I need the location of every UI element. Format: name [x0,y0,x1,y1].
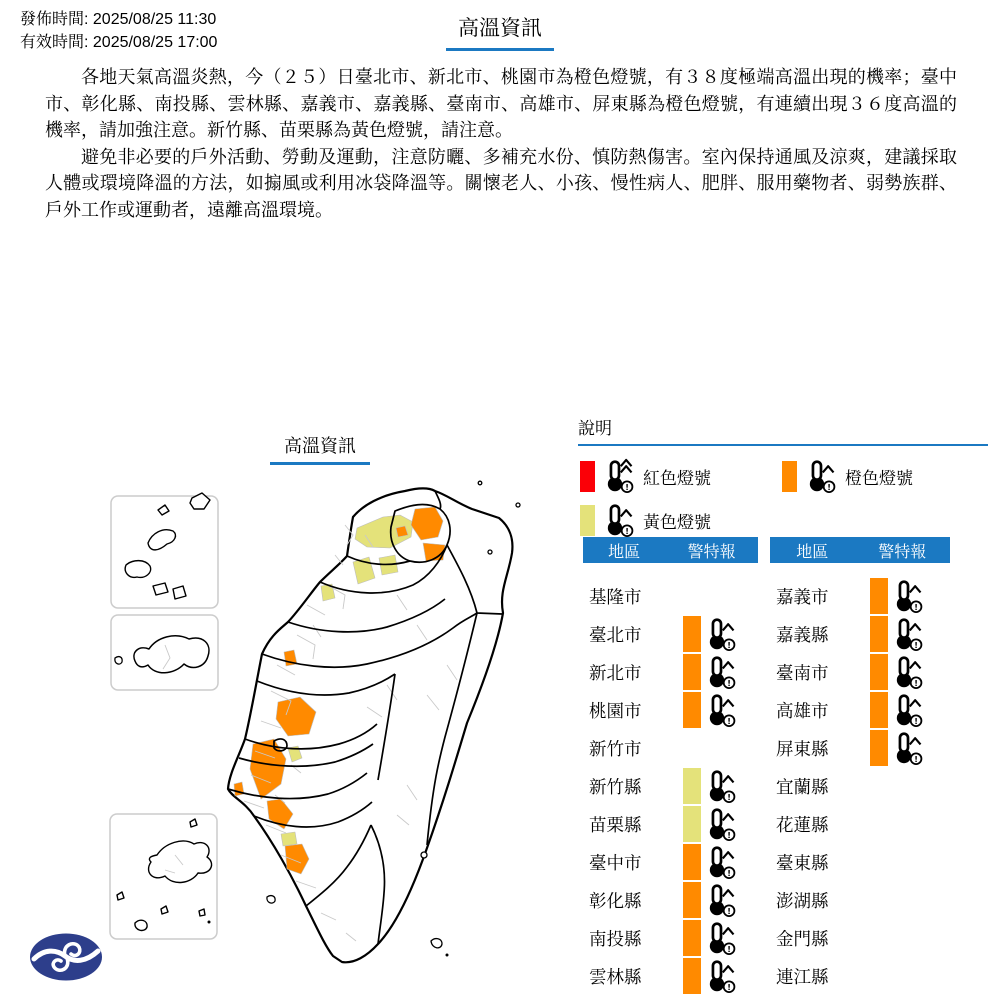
thermometer-alert-icon [704,957,738,995]
region-label: 新北市 [589,662,642,683]
warning-color-swatch [870,616,888,652]
warning-color-swatch [683,920,701,956]
region-label: 澎湖縣 [776,890,829,911]
thermometer-alert-icon [804,457,838,495]
region-label: 臺中市 [589,852,642,873]
legend-item [580,458,711,494]
region-label: 桃園市 [589,700,642,721]
inset-penghu [110,814,217,939]
region-label: 花蓮縣 [776,814,829,835]
table-row [770,843,950,881]
warning-badge [870,653,925,691]
warning-badge [870,577,925,615]
region-label: 苗栗縣 [589,814,642,835]
table-row [770,919,950,957]
table-row [583,767,758,805]
region-label: 高雄市 [776,700,829,721]
svg-text:!: ! [914,716,918,726]
table-row [770,957,950,995]
thermometer-alert-icon [602,501,636,539]
thermometer-alert-icon [704,919,738,957]
svg-text:!: ! [727,830,731,840]
svg-text:!: ! [727,716,731,726]
warning-color-swatch [683,768,701,804]
warning-badge [683,805,738,843]
svg-text:!: ! [727,868,731,878]
region-label: 臺南市 [776,662,829,683]
thermometer-alert-icon [891,691,925,729]
thermometer-alert-icon [704,767,738,805]
legend-title: 說明 [578,419,612,438]
svg-text:!: ! [727,906,731,916]
map-title: 高溫資訊 [240,432,400,465]
table-row [583,881,758,919]
table-row [583,729,758,767]
table-row [583,577,758,615]
taiwan-map [95,465,565,995]
table-row [583,843,758,881]
table-row [770,653,950,691]
thermometer-alert-icon [602,457,636,495]
region-label: 新竹市 [589,738,642,759]
svg-text:!: ! [625,482,629,492]
svg-text:!: ! [727,792,731,802]
warning-color-swatch [870,578,888,614]
svg-text:!: ! [827,482,831,492]
table-row [770,805,950,843]
table-row [770,615,950,653]
warning-color-swatch [683,692,701,728]
svg-text:!: ! [914,640,918,650]
warning-badge [870,615,925,653]
valid-time: 有效時間: 2025/08/25 17:00 [20,34,218,51]
advisory-paragraph-1: 各地天氣高溫炎熱，今（２５）日臺北市、新北市、桃園市為橙色燈號，有３８度極端高溫出現的機率；臺中市、彰化縣、南投縣、雲林縣、嘉義市、嘉義縣、臺南市、高雄市、屏東縣為橙色燈號，有連續出現３６度高溫的機率，請加強注意。新竹縣、苗栗縣為黃色燈號，請注意。 [45,67,957,140]
region-label: 彰化縣 [589,890,642,911]
svg-text:!: ! [727,944,731,954]
thermometer-alert-icon [891,577,925,615]
region-header: 地區 [608,543,641,561]
advisory-paragraph-2: 避免非必要的戶外活動、勞動及運動，注意防曬、多補充水份、慎防熱傷害。室內保持通風及涼爽，建議採取人體或環境降溫的方法，如搧風或利用冰袋降溫等。關懷老人、小孩、慢性病人、肥胖、服用藥物者、弱勢族群、戶外工作或運動者，遠離高溫環境。 [45,146,957,220]
warning-badge [870,729,925,767]
legend-item [782,458,913,494]
table-body-left [583,577,758,995]
table-row [583,957,758,995]
svg-text:!: ! [625,526,629,536]
issued-time: 發佈時間: 2025/08/25 11:30 [20,11,217,28]
thermometer-alert-icon [704,653,738,691]
cwa-logo-icon [28,932,104,982]
svg-text:!: ! [914,678,918,688]
legend-color-swatch [580,505,595,536]
legend-item-label: 橙色燈號 [845,468,913,488]
thermometer-alert-icon [891,729,925,767]
warning-badge [683,653,738,691]
table-row [770,767,950,805]
warning-color-swatch [870,692,888,728]
legend-item-label: 黃色燈號 [643,512,711,532]
thermometer-alert-icon [704,843,738,881]
advisory-text [45,64,957,223]
table-row [583,805,758,843]
table-row [770,881,950,919]
table-row [583,653,758,691]
warning-table-right [770,537,950,995]
warning-color-swatch [683,616,701,652]
table-body-right [770,577,950,995]
main-island [228,488,512,962]
warning-badge [683,615,738,653]
warning-table-left [583,537,758,995]
legend-color-swatch [580,461,595,492]
thermometer-alert-icon [704,691,738,729]
warning-color-swatch [683,882,701,918]
warning-badge [683,881,738,919]
region-label: 嘉義市 [776,586,829,607]
warning-badge [870,691,925,729]
inset-kinmen [111,615,218,690]
region-label: 新竹縣 [589,776,642,797]
warning-color-swatch [870,730,888,766]
warning-color-swatch [683,654,701,690]
warning-badge [683,843,738,881]
table-row [583,691,758,729]
region-header: 地區 [796,543,829,561]
region-label: 臺北市 [589,624,642,645]
warning-header: 警特報 [878,543,927,561]
svg-text:!: ! [914,602,918,612]
svg-text:!: ! [727,640,731,650]
svg-text:!: ! [727,982,731,992]
thermometer-alert-icon [704,615,738,653]
svg-text:!: ! [727,678,731,688]
table-row [583,615,758,653]
warning-header: 警特報 [687,543,736,561]
region-label: 雲林縣 [589,966,642,987]
warning-color-swatch [683,958,701,994]
table-row [583,919,758,957]
warning-color-swatch [870,654,888,690]
legend-color-swatch [782,461,797,492]
warning-badge [683,919,738,957]
thermometer-alert-icon [704,881,738,919]
warning-badge [683,767,738,805]
thermometer-alert-icon [891,653,925,691]
thermometer-alert-icon [891,615,925,653]
table-row [770,691,950,729]
warning-badge [683,957,738,995]
table-header [770,537,950,563]
table-header [583,537,758,563]
warning-badge [683,691,738,729]
warning-color-swatch [683,806,701,842]
region-label: 南投縣 [589,928,642,949]
legend-item-label: 紅色燈號 [643,468,711,488]
region-label: 基隆市 [589,586,642,607]
region-label: 連江縣 [776,966,829,987]
svg-text:!: ! [914,754,918,764]
table-row [770,729,950,767]
region-label: 屏東縣 [776,738,829,759]
page-title: 高溫資訊 [0,12,1000,51]
legend-item [580,502,711,538]
table-row [770,577,950,615]
warning-color-swatch [683,844,701,880]
inset-matsu [111,493,218,608]
region-label: 宜蘭縣 [776,776,829,797]
cwa-logo [28,932,104,987]
region-label: 金門縣 [776,928,829,949]
region-label: 嘉義縣 [776,624,829,645]
region-label: 臺東縣 [776,852,829,873]
thermometer-alert-icon [704,805,738,843]
